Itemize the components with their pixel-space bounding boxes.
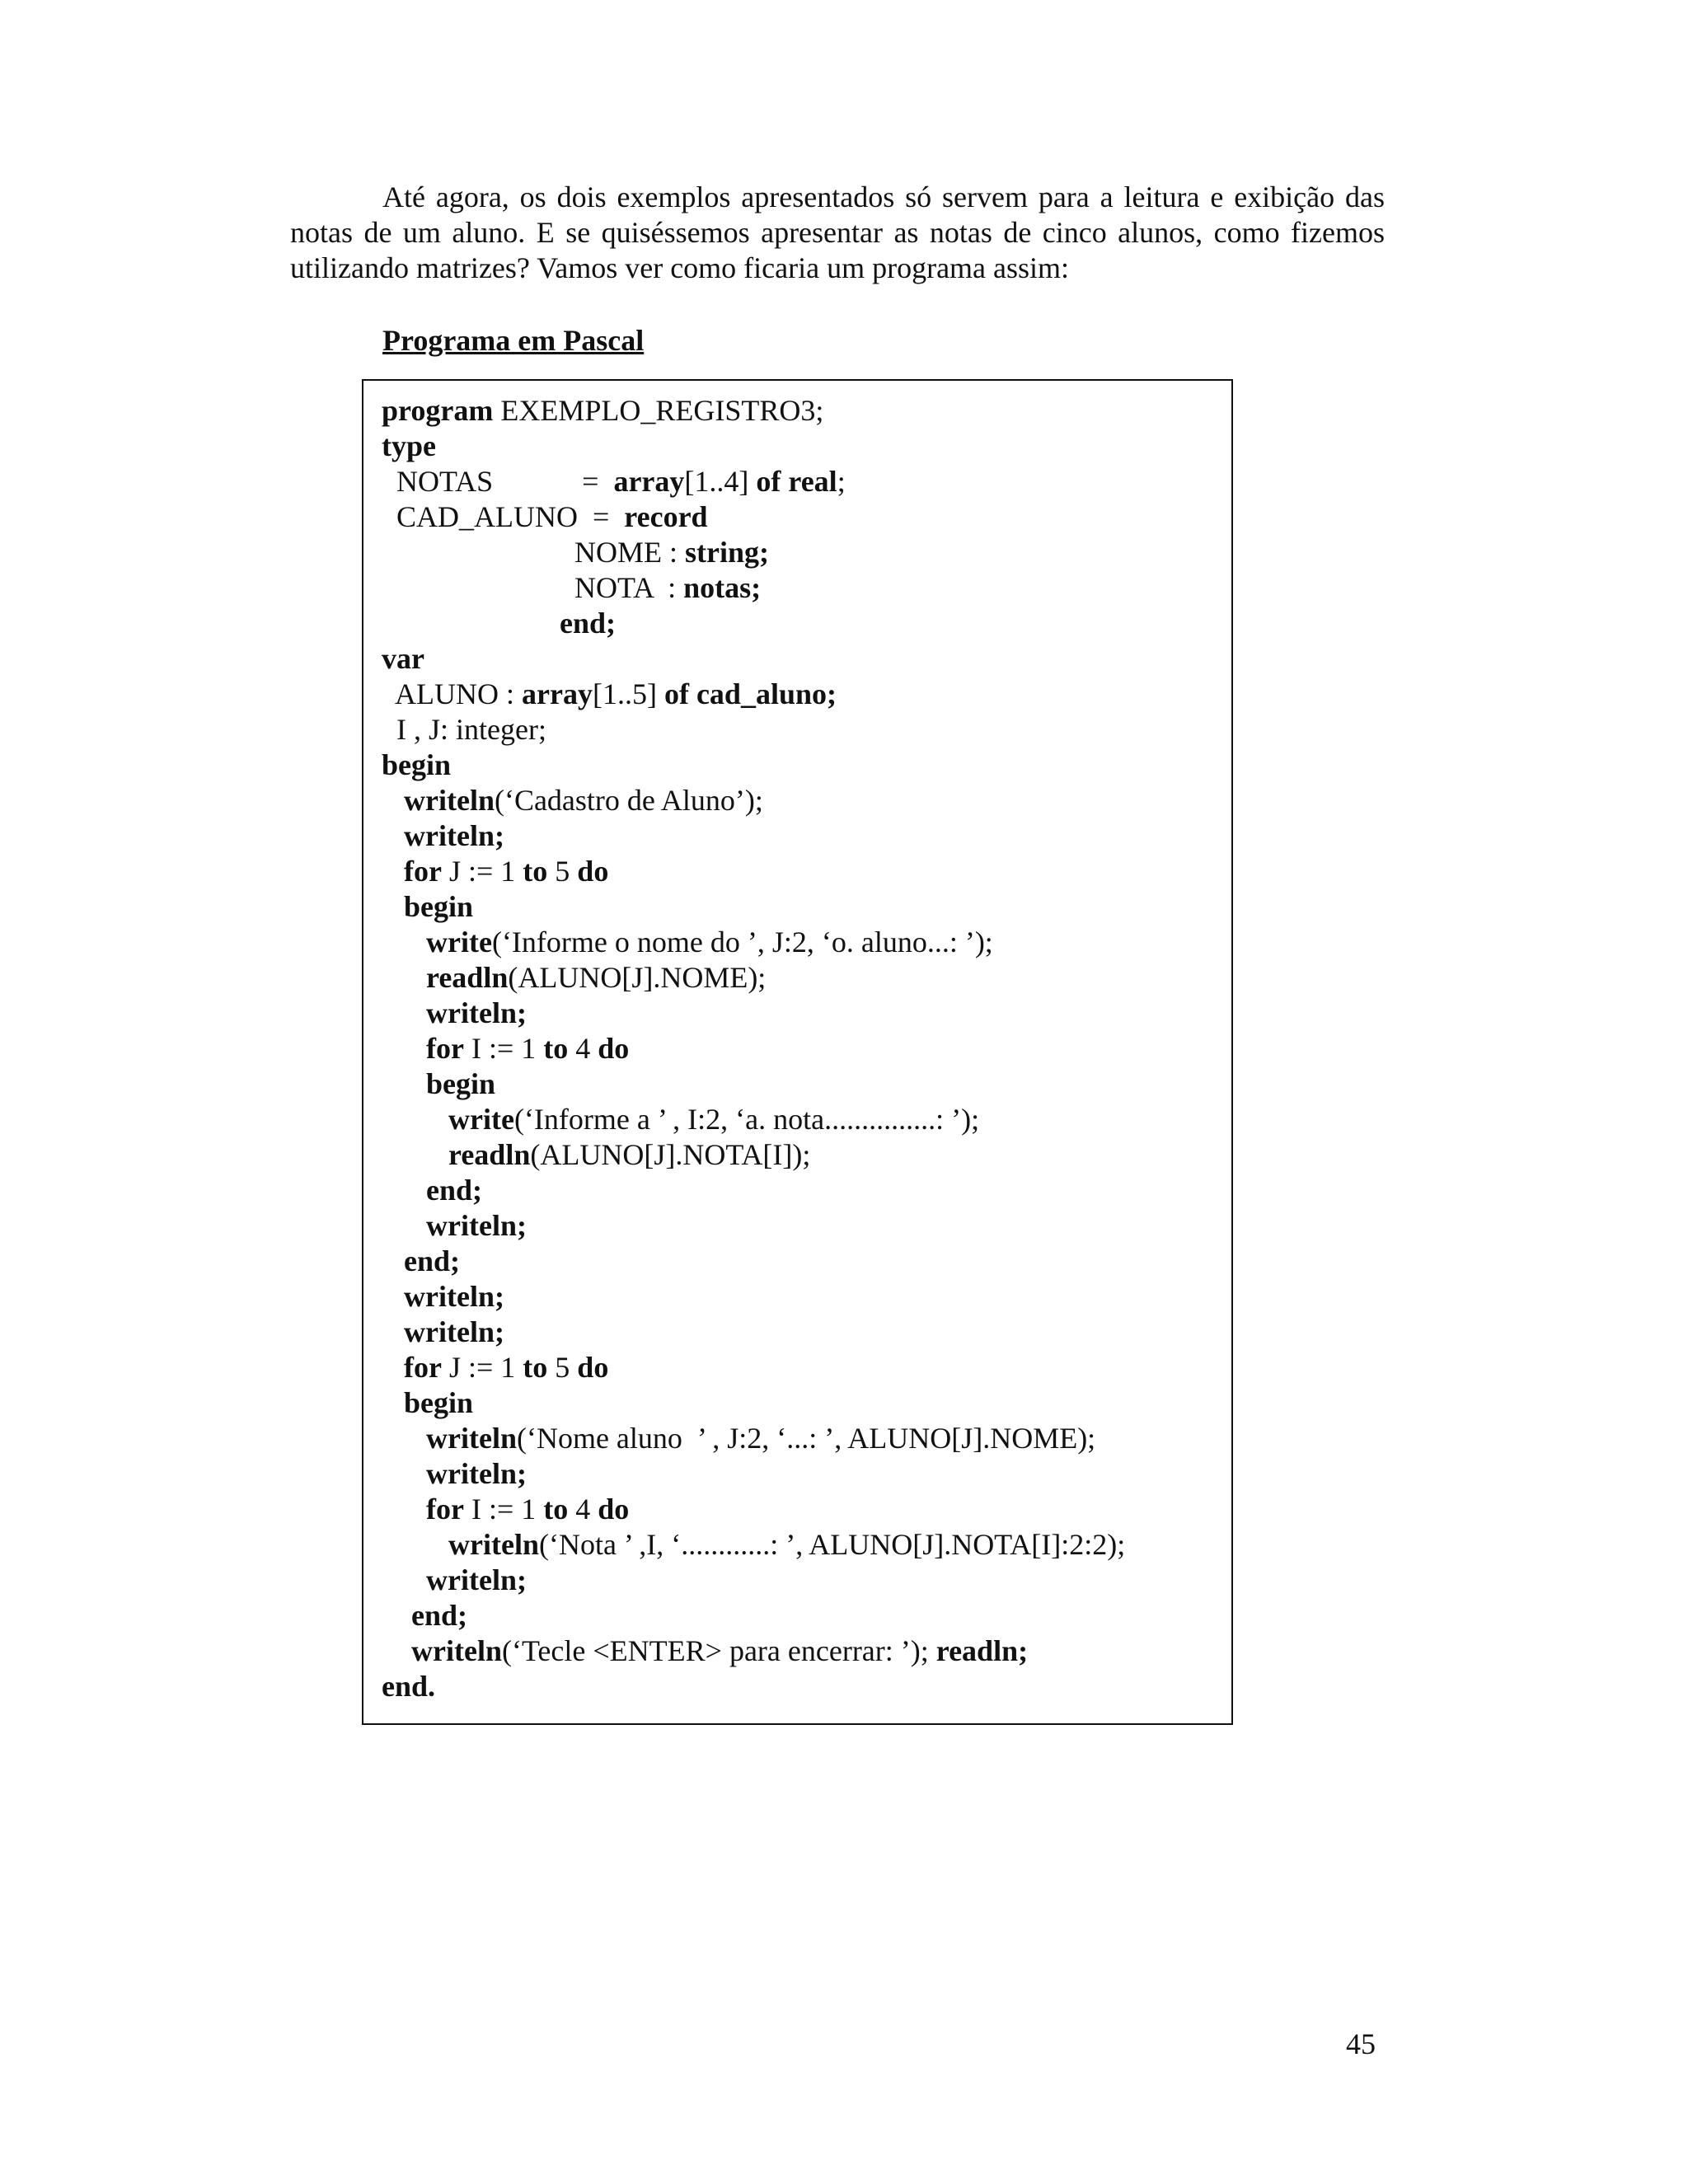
code-keyword: program [382,394,494,427]
code-line [382,1527,1125,1563]
code-line [382,1173,1125,1208]
code-text: I := 1 [463,1032,544,1065]
code-keyword: end; [560,607,617,640]
code-text [382,996,426,1029]
code-text: I , J: integer; [382,713,546,746]
code-keyword: array [613,465,685,498]
code-text: [1..5] [592,677,664,710]
code-line [382,748,1125,783]
code-line [382,1137,1125,1173]
code-text [382,1174,426,1207]
code-text: 4 [568,1032,598,1065]
code-listing [382,393,1125,1704]
code-text: ALUNO : [382,677,522,710]
code-line [382,499,1125,535]
intro-paragraph: Até agora, os dois exemplos apresentados só servem para a leitura e exibição das notas de um aluno. E se quiséssemos apresentar as notas de cinco alunos, como fizemos utilizando matrizes? Vamos ver como ficaria um programa assim: [290,180,1385,284]
code-keyword: writeln [404,784,495,817]
code-keyword: writeln; [426,1209,527,1242]
code-text: ; [837,465,846,498]
code-keyword: notas; [683,571,762,604]
code-line [382,1492,1125,1527]
code-keyword: to [543,1493,569,1526]
code-line [382,1279,1125,1315]
code-keyword: writeln; [404,1280,504,1313]
code-text: NOTA : [382,571,684,604]
code-keyword: writeln [426,1422,517,1455]
code-text: J := 1 [441,855,523,888]
code-text [382,1351,404,1384]
code-text [382,1067,426,1100]
code-keyword: writeln [411,1634,502,1667]
code-text [382,890,404,923]
code-line [382,677,1125,712]
code-text: (ALUNO[J].NOME); [508,961,767,994]
code-keyword: do [598,1032,630,1065]
code-text: (‘Informe o nome do ’, J:2, ‘o. aluno...: ’); [491,926,993,958]
code-text: J := 1 [441,1351,523,1384]
code-text [382,1386,404,1419]
code-line [382,1633,1125,1669]
code-line [382,996,1125,1031]
code-line [382,1208,1125,1244]
code-keyword: begin [426,1067,496,1100]
code-line [382,712,1125,748]
code-text: 5 [547,1351,578,1384]
code-keyword: writeln; [404,1315,504,1348]
code-text [382,1209,426,1242]
code-line [382,570,1125,606]
code-text: (‘Nome aluno ’ , J:2, ‘...: ’, ALUNO[J].NOME); [516,1422,1096,1455]
code-text: NOME : [382,536,685,569]
code-keyword: of cad_aluno; [663,677,837,710]
code-line [382,925,1125,960]
code-text [382,855,404,888]
code-text [382,1422,426,1455]
code-keyword: do [577,1351,609,1384]
code-text [382,1563,426,1596]
code-text: EXEMPLO_REGISTRO3; [493,394,824,427]
code-line [382,641,1125,677]
code-text: (‘Informe a ’ , I:2, ‘a. nota...............: ’); [513,1103,980,1136]
code-line [382,1244,1125,1279]
code-keyword: end; [411,1599,468,1632]
code-keyword: write [448,1103,514,1136]
code-keyword: writeln; [404,819,504,852]
code-keyword: record [624,500,708,533]
code-keyword: end; [404,1244,461,1277]
code-text [382,1032,426,1065]
code-line [382,889,1125,925]
code-line [382,818,1125,854]
code-text: [1..4] [684,465,757,498]
code-text: NOTAS = [382,465,614,498]
code-keyword: type [382,429,436,462]
code-line [382,1315,1125,1350]
code-text [382,819,404,852]
code-line [382,1456,1125,1492]
code-keyword: end; [426,1174,483,1207]
code-keyword: writeln; [426,1457,527,1490]
code-text [382,1493,426,1526]
code-keyword: begin [382,748,452,781]
code-line [382,854,1125,889]
code-line [382,1102,1125,1137]
code-text [382,961,426,994]
code-text [382,1138,448,1171]
code-line [382,1350,1125,1385]
code-keyword: for [404,1351,442,1384]
code-line [382,1066,1125,1102]
code-line [382,960,1125,996]
code-line [382,1563,1125,1598]
code-line [382,535,1125,570]
code-text: (ALUNO[J].NOTA[I]); [530,1138,811,1171]
code-line [382,393,1125,429]
code-line [382,1031,1125,1066]
code-text: (‘Nota ’ ,I, ‘............: ’, ALUNO[J].NOTA[I]:2:2); [538,1528,1126,1561]
code-keyword: do [598,1493,630,1526]
code-line [382,606,1125,641]
section-title: Programa em Pascal [382,324,645,357]
code-text: (‘Tecle <ENTER> para encerrar: ’); [501,1634,936,1667]
code-line [382,1598,1125,1633]
code-keyword: for [426,1493,464,1526]
code-keyword: string; [685,536,769,569]
code-keyword: readln [448,1138,531,1171]
code-text: 5 [547,855,578,888]
code-text: (‘Cadastro de Aluno’); [494,784,763,817]
code-keyword: readln; [935,1634,1029,1667]
code-keyword: begin [404,1386,474,1419]
code-keyword: writeln [448,1528,539,1561]
code-keyword: readln [426,961,509,994]
code-keyword: to [523,855,548,888]
code-keyword: to [543,1032,569,1065]
code-line [382,429,1125,464]
code-text: 4 [568,1493,598,1526]
code-text [382,1103,448,1136]
code-text [382,784,404,817]
code-text: CAD_ALUNO = [382,500,625,533]
code-line [382,464,1125,499]
code-keyword: do [577,855,609,888]
code-text [382,926,426,958]
code-text [382,1599,411,1632]
code-keyword: var [382,642,424,675]
page-number: 45 [1346,2027,1376,2060]
code-keyword: array [522,677,593,710]
code-keyword: for [404,855,442,888]
code-text: I := 1 [463,1493,544,1526]
code-keyword: of real [756,465,837,498]
code-line [382,1385,1125,1421]
code-line [382,1421,1125,1456]
code-text [382,1528,448,1561]
code-keyword: end. [382,1670,436,1703]
code-keyword: write [426,926,492,958]
code-keyword: for [426,1032,464,1065]
code-text [382,1280,404,1313]
code-line [382,1669,1125,1704]
code-keyword: writeln; [426,1563,527,1596]
code-keyword: begin [404,890,474,923]
code-keyword: writeln; [426,996,527,1029]
code-text [382,1634,411,1667]
code-text [382,1315,404,1348]
code-line [382,783,1125,818]
code-text [382,607,560,640]
code-text [382,1457,426,1490]
code-text [382,1244,404,1277]
code-keyword: to [523,1351,548,1384]
